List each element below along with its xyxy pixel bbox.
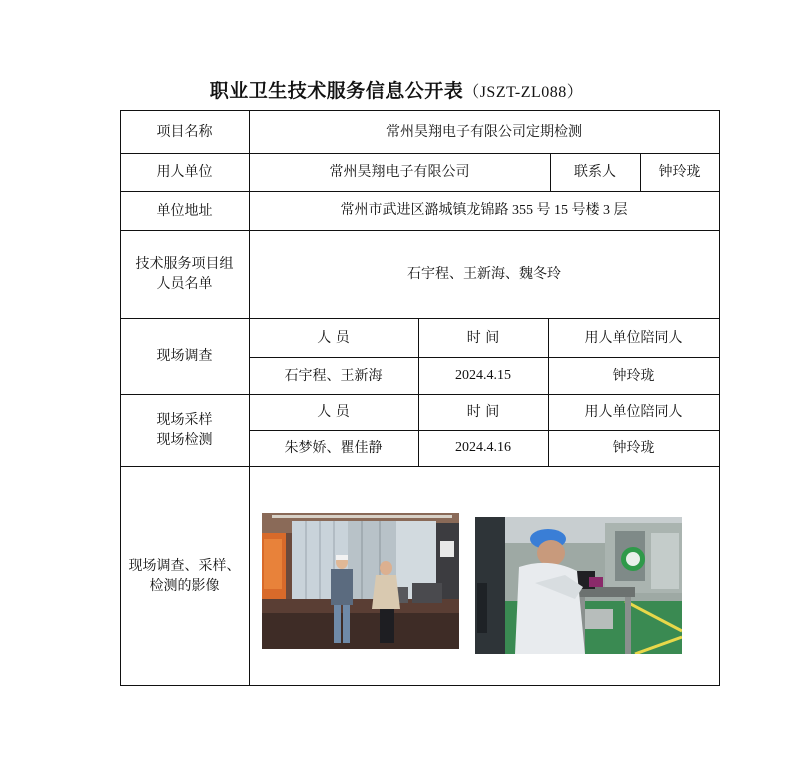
page-title [0, 76, 793, 103]
contact-label: 联系人 [574, 164, 616, 180]
team-label-line1: 技术服务项目组 [135, 256, 234, 272]
survey-label: 现场调查 [156, 348, 213, 364]
survey-time: 2024.4.15 [455, 367, 511, 383]
sampling-photo-image [475, 513, 682, 654]
survey-photo [262, 513, 459, 649]
images-label [120, 466, 249, 685]
sampling-escort: 钟玲珑 [612, 440, 655, 456]
employer-label: 用人单位 [156, 164, 213, 180]
contact-value: 钟玲珑 [658, 164, 701, 180]
title-code: （JSZT-ZL088） [463, 84, 584, 101]
project-name-label: 项目名称 [156, 123, 213, 140]
table-line [719, 110, 720, 686]
project-name-value: 常州昊翔电子有限公司定期检测 [386, 123, 582, 140]
survey-photo-image [262, 513, 459, 649]
sampling-col-escort: 用人单位陪同人 [584, 404, 683, 420]
sampling-people: 朱梦娇、瞿佳静 [284, 440, 383, 456]
sampling-photo [475, 513, 682, 654]
survey-col-people: 人 员 [317, 329, 350, 346]
team-label [120, 230, 249, 318]
title-main: 职业卫生技术服务信息公开表 [209, 80, 464, 102]
survey-col-time: 时 间 [466, 329, 500, 346]
survey-escort: 钟玲珑 [612, 367, 655, 384]
survey-people: 石宇程、王新海 [284, 367, 383, 384]
sampling-label [120, 394, 249, 466]
sampling-col-people: 人 员 [317, 404, 350, 420]
images-label-line1: 现场调查、采样、 [128, 557, 241, 574]
sampling-label-line1: 现场采样 [156, 412, 213, 428]
employer-value: 常州昊翔电子有限公司 [329, 164, 470, 180]
team-value: 石宇程、王新海、魏冬玲 [407, 266, 561, 282]
address-value: 常州市武进区潞城镇龙锦路 355 号 15 号楼 3 层 [340, 202, 628, 218]
address-label: 单位地址 [156, 202, 213, 219]
survey-col-escort: 用人单位陪同人 [584, 329, 683, 346]
images-label-line2: 检测的影像 [149, 577, 220, 594]
table-line [120, 685, 720, 686]
sampling-label-line2: 现场检测 [156, 432, 213, 448]
team-label-line2: 人员名单 [156, 276, 213, 292]
sampling-col-time: 时 间 [466, 404, 500, 420]
sampling-time: 2024.4.16 [455, 440, 511, 455]
